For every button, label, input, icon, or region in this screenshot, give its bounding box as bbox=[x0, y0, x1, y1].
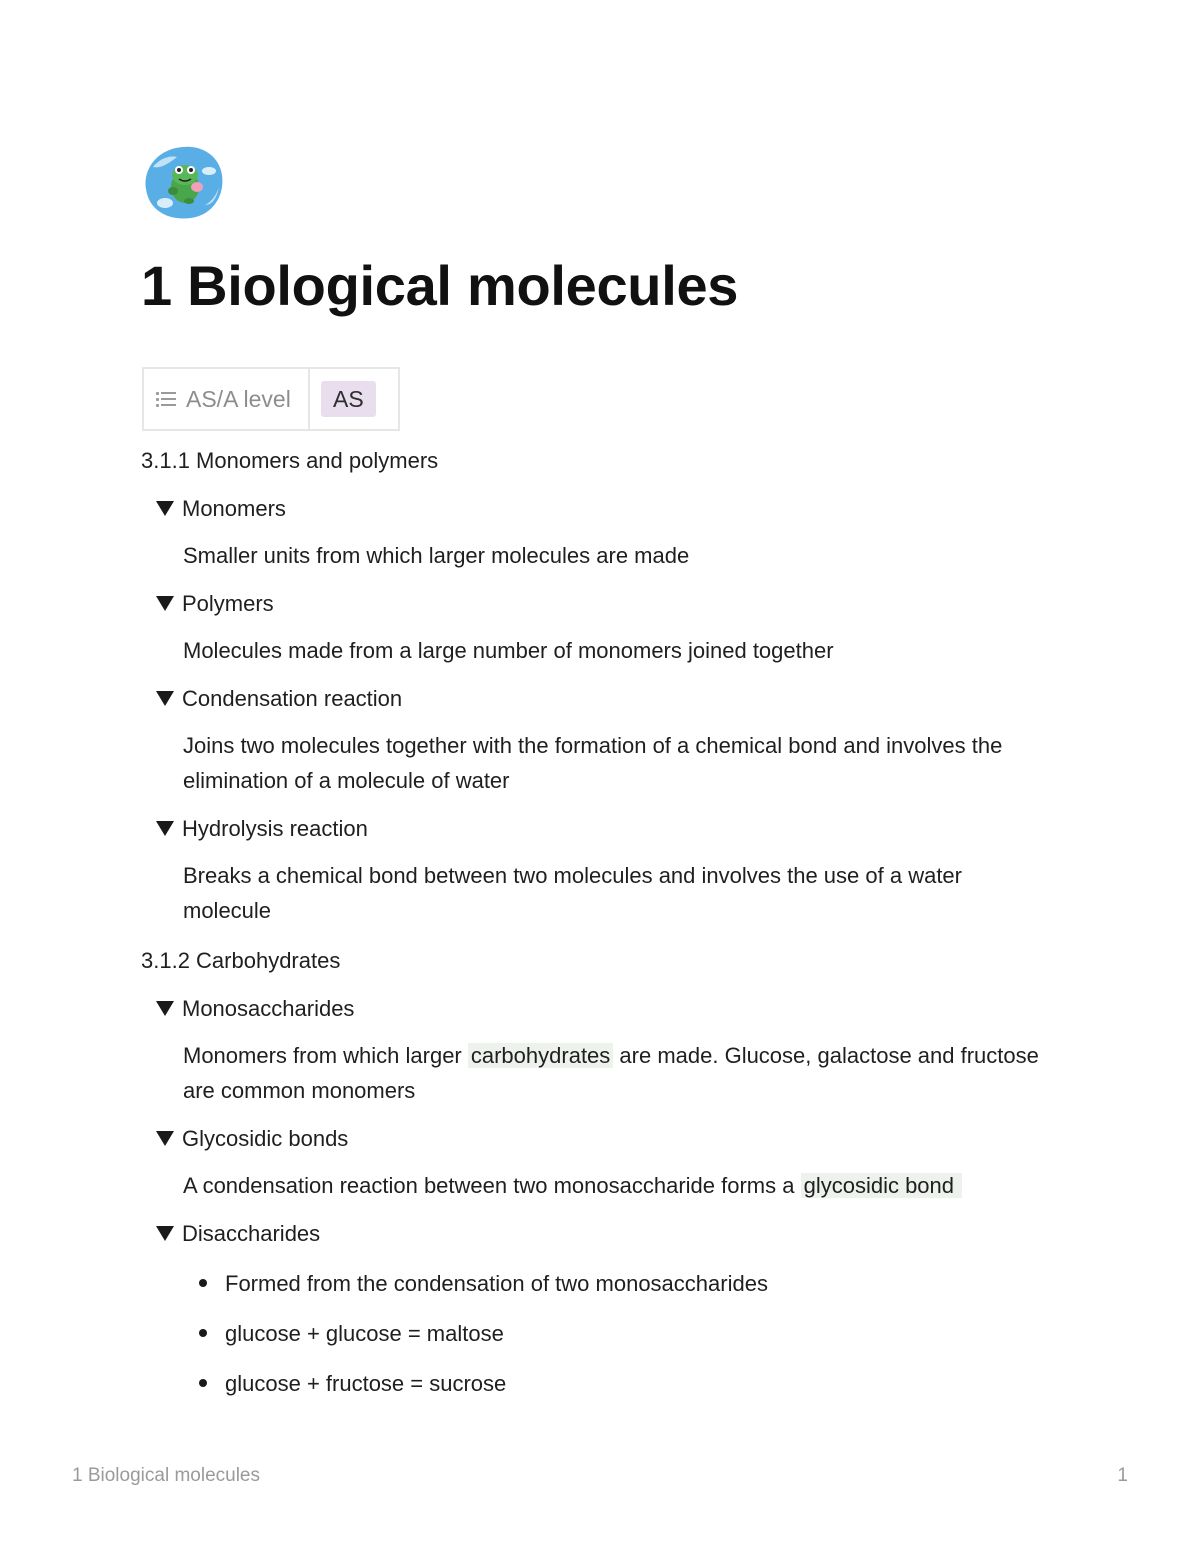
list-item bbox=[199, 1366, 1041, 1401]
toggle-body bbox=[183, 728, 1041, 798]
bullet-dot-icon bbox=[199, 1279, 207, 1287]
section-heading: 3.1.2 Carbohydrates bbox=[141, 948, 341, 973]
text-run: Monomers from which larger bbox=[183, 1043, 468, 1068]
section-heading: 3.1.1 Monomers and polymers bbox=[141, 448, 439, 473]
text-run: are made. Glucose, galactose and fructose are common monomers bbox=[183, 1043, 1039, 1103]
highlighted-text: glycosidic bond bbox=[801, 1173, 962, 1198]
footer-title: 1 Biological molecules bbox=[72, 1465, 260, 1486]
toggle-triangle-icon[interactable] bbox=[156, 596, 174, 611]
toggle-block bbox=[156, 491, 1041, 573]
toggle-body bbox=[183, 1038, 1041, 1108]
toggle-block bbox=[156, 1121, 1041, 1203]
property-value[interactable] bbox=[310, 369, 398, 429]
toggle-title: Polymers bbox=[182, 591, 274, 616]
toggle-triangle-icon[interactable] bbox=[156, 821, 174, 836]
property-name-label: AS/A level bbox=[186, 385, 291, 412]
page-title: 1 Biological molecules bbox=[141, 254, 739, 317]
section-monomers-polymers bbox=[141, 443, 1041, 928]
toggle-header[interactable] bbox=[156, 1121, 1041, 1156]
bullet-dot-icon bbox=[199, 1379, 207, 1387]
level-tag: AS bbox=[321, 381, 376, 417]
toggle-block bbox=[156, 586, 1041, 668]
toggle-body bbox=[183, 538, 1041, 573]
footer-page-number: 1 bbox=[1117, 1465, 1128, 1486]
toggle-header[interactable] bbox=[156, 491, 1041, 526]
toggle-text: Smaller units from which larger molecules are made bbox=[183, 543, 690, 568]
toggle-text: Joins two molecules together with the formation of a chemical bond and involves the elimination of a molecule of water bbox=[183, 733, 1003, 793]
toggle-block bbox=[156, 811, 1041, 928]
toggle-block bbox=[156, 681, 1041, 798]
highlighted-text: carbohydrates bbox=[468, 1043, 613, 1068]
list-item-text: Formed from the condensation of two monosaccharides bbox=[225, 1271, 768, 1296]
property-table bbox=[142, 367, 400, 431]
toggle-body bbox=[183, 633, 1041, 668]
toggle-text: Breaks a chemical bond between two molecules and involves the use of a water molecule bbox=[183, 863, 962, 923]
toggle-block bbox=[156, 991, 1041, 1108]
toggle-body bbox=[183, 858, 1041, 928]
frog-sticker-icon[interactable] bbox=[143, 143, 225, 221]
toggle-triangle-icon[interactable] bbox=[156, 1001, 174, 1016]
toggle-text bbox=[183, 1038, 1041, 1108]
toggle-text: Molecules made from a large number of monomers joined together bbox=[183, 638, 834, 663]
toggle-triangle-icon[interactable] bbox=[156, 501, 174, 516]
toggle-header[interactable] bbox=[156, 811, 1041, 846]
toggle-header[interactable] bbox=[156, 991, 1041, 1026]
toggle-header[interactable] bbox=[156, 586, 1041, 621]
property-name[interactable] bbox=[144, 369, 310, 429]
toggle-header[interactable] bbox=[156, 681, 1041, 716]
list-item-text: glucose + glucose = maltose bbox=[225, 1321, 504, 1346]
list-item bbox=[199, 1316, 1041, 1351]
toggle-header[interactable] bbox=[156, 1216, 1041, 1251]
toggle-title: Glycosidic bonds bbox=[182, 1126, 349, 1151]
toggle-triangle-icon[interactable] bbox=[156, 1131, 174, 1146]
toggle-title: Monomers bbox=[182, 496, 286, 521]
toggle-triangle-icon[interactable] bbox=[156, 1226, 174, 1241]
toggle-triangle-icon[interactable] bbox=[156, 691, 174, 706]
list-icon bbox=[156, 391, 176, 407]
bullet-dot-icon bbox=[199, 1329, 207, 1337]
bullet-list bbox=[199, 1266, 1041, 1401]
text-run: A condensation reaction between two monosaccharide forms a bbox=[183, 1173, 801, 1198]
section-carbohydrates bbox=[141, 943, 1041, 1401]
toggle-title: Condensation reaction bbox=[182, 686, 403, 711]
toggle-body bbox=[183, 1168, 1041, 1203]
toggle-text bbox=[183, 1168, 1041, 1203]
page-content bbox=[141, 443, 1041, 1401]
toggle-title: Hydrolysis reaction bbox=[182, 816, 368, 841]
list-item-text: glucose + fructose = sucrose bbox=[225, 1371, 507, 1396]
toggle-title: Disaccharides bbox=[182, 1221, 321, 1246]
toggle-block bbox=[156, 1216, 1041, 1401]
list-item bbox=[199, 1266, 1041, 1301]
toggle-title: Monosaccharides bbox=[182, 996, 355, 1021]
